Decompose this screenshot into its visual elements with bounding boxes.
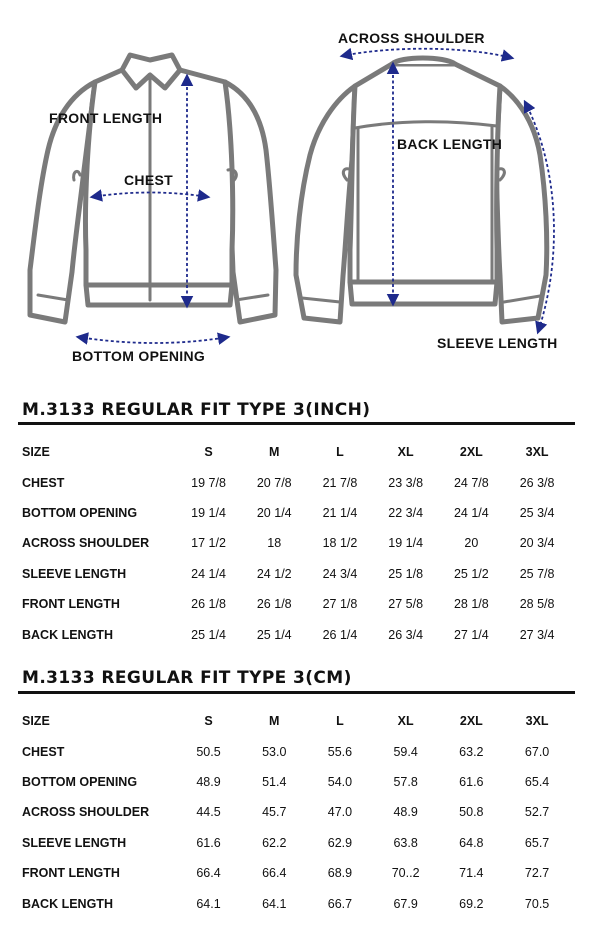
table-cell: 24 1/2 — [256, 566, 292, 581]
row-label: SLEEVE LENGTH — [22, 835, 127, 850]
table-cell: 66.4 — [262, 866, 287, 881]
front-jacket-illustration — [30, 55, 276, 322]
table-cell: 21 1/4 — [322, 505, 358, 520]
row-label: ACROSS SHOULDER — [22, 536, 150, 551]
row-label: ACROSS SHOULDER — [22, 805, 150, 820]
table-row — [22, 589, 570, 619]
table-row — [22, 828, 570, 858]
chest-label: CHEST — [124, 172, 173, 188]
table-cell: 63.8 — [393, 835, 418, 850]
table-cell: 27 3/4 — [519, 627, 555, 642]
table-cell: 25 1/2 — [453, 566, 489, 581]
bottom-opening-arrow — [78, 337, 228, 343]
table-cell: 66.7 — [327, 896, 353, 911]
table-cell: 22 3/4 — [388, 505, 424, 520]
front-length-label: FRONT LENGTH — [49, 110, 163, 126]
table-row — [22, 467, 570, 497]
table-cell: 24 1/4 — [191, 566, 226, 581]
table-cell: 18 1/2 — [322, 536, 358, 551]
table-cell: 19 7/8 — [191, 475, 226, 490]
table-row — [22, 888, 570, 918]
table-cell: 20 1/4 — [256, 505, 292, 520]
inch-size-table — [22, 437, 570, 650]
jacket-measurement-diagram — [0, 0, 595, 370]
table-cell: 27 1/4 — [453, 627, 489, 642]
table-cell: 26 1/8 — [256, 597, 292, 612]
row-label: FRONT LENGTH — [22, 866, 120, 881]
row-label: BOTTOM OPENING — [22, 774, 138, 789]
table-cell: 48.9 — [196, 774, 221, 789]
table-cell: 65.4 — [524, 774, 550, 789]
table-cell: 64.8 — [459, 835, 484, 850]
table-row — [22, 559, 570, 589]
table-cell: 20 — [464, 536, 479, 551]
table-cell: 44.5 — [196, 805, 221, 820]
table-cell: 59.4 — [393, 744, 418, 759]
size-header-cell: S — [204, 445, 213, 460]
table-header-row — [22, 706, 570, 736]
table-row — [22, 767, 570, 797]
table-cell: 64.1 — [262, 896, 287, 911]
row-label: CHEST — [22, 744, 65, 759]
table-cell: 25 1/8 — [388, 566, 424, 581]
table-cell: 23 3/8 — [388, 475, 424, 490]
row-label: BACK LENGTH — [22, 896, 113, 911]
table-cell: 26 3/4 — [388, 627, 424, 642]
table-cell: 72.7 — [524, 866, 550, 881]
across-shoulder-label: ACROSS SHOULDER — [338, 30, 485, 46]
table-cell: 64.1 — [196, 896, 221, 911]
size-header-cell: M — [269, 445, 280, 460]
size-header-label: SIZE — [22, 714, 50, 729]
size-header-label: SIZE — [22, 445, 50, 460]
back-length-label: BACK LENGTH — [397, 136, 503, 152]
table-header-row — [22, 437, 570, 467]
size-header-cell: S — [204, 714, 213, 729]
table-cell: 26 1/4 — [322, 627, 358, 642]
table-cell: 66.4 — [196, 866, 221, 881]
table-cell: 62.9 — [327, 835, 353, 850]
table-cell: 53.0 — [262, 744, 287, 759]
cm-table-rule — [18, 691, 575, 694]
table-cell: 24 7/8 — [453, 475, 489, 490]
table-cell: 47.0 — [327, 805, 353, 820]
table-cell: 20 7/8 — [256, 475, 292, 490]
table-cell: 67.0 — [524, 744, 550, 759]
table-cell: 54.0 — [327, 774, 353, 789]
size-header-cell: XL — [397, 445, 414, 460]
table-cell: 70..2 — [391, 866, 420, 881]
table-cell: 19 1/4 — [191, 505, 226, 520]
table-cell: 19 1/4 — [388, 536, 424, 551]
table-cell: 27 1/8 — [322, 597, 358, 612]
table-cell: 24 1/4 — [453, 505, 489, 520]
table-cell: 20 3/4 — [519, 536, 555, 551]
table-cell: 61.6 — [459, 774, 484, 789]
table-cell: 65.7 — [524, 835, 550, 850]
size-header-cell: L — [336, 714, 344, 729]
table-cell: 45.7 — [262, 805, 287, 820]
table-row — [22, 528, 570, 558]
table-cell: 71.4 — [459, 866, 484, 881]
size-header-cell: 3XL — [525, 445, 549, 460]
table-cell: 28 5/8 — [519, 597, 555, 612]
table-cell: 27 5/8 — [388, 597, 424, 612]
row-label: CHEST — [22, 475, 65, 490]
table-cell: 26 1/8 — [191, 597, 226, 612]
table-cell: 25 7/8 — [519, 566, 555, 581]
table-cell: 28 1/8 — [453, 597, 489, 612]
table-row — [22, 797, 570, 827]
table-cell: 50.8 — [459, 805, 484, 820]
cm-table-title: M.3133 REGULAR FIT TYPE 3(CM) — [22, 668, 352, 688]
table-cell: 50.5 — [196, 744, 221, 759]
table-cell: 25 1/4 — [256, 627, 292, 642]
table-cell: 67.9 — [393, 896, 418, 911]
table-cell: 63.2 — [459, 744, 484, 759]
inch-table-title: M.3133 REGULAR FIT TYPE 3(INCH) — [22, 400, 371, 420]
size-header-cell: XL — [397, 714, 414, 729]
sleeve-length-label: SLEEVE LENGTH — [437, 335, 558, 351]
inch-table-rule — [18, 422, 575, 425]
table-cell: 57.8 — [393, 774, 418, 789]
table-cell: 62.2 — [262, 835, 287, 850]
table-cell: 25 1/4 — [191, 627, 226, 642]
table-cell: 48.9 — [393, 805, 418, 820]
table-cell: 70.5 — [524, 896, 550, 911]
size-header-cell: L — [336, 445, 344, 460]
table-cell: 24 3/4 — [322, 566, 358, 581]
row-label: BACK LENGTH — [22, 627, 113, 642]
table-cell: 21 7/8 — [322, 475, 358, 490]
table-cell: 55.6 — [327, 744, 353, 759]
row-label: FRONT LENGTH — [22, 597, 120, 612]
table-cell: 26 3/8 — [519, 475, 555, 490]
cm-size-table — [22, 706, 570, 919]
row-label: BOTTOM OPENING — [22, 505, 138, 520]
table-row — [22, 858, 570, 888]
table-cell: 68.9 — [327, 866, 353, 881]
back-jacket-illustration — [296, 58, 547, 322]
bottom-opening-label: BOTTOM OPENING — [72, 348, 206, 364]
table-cell: 69.2 — [459, 896, 484, 911]
size-header-cell: M — [269, 714, 280, 729]
size-header-cell: 3XL — [525, 714, 549, 729]
table-cell: 51.4 — [262, 774, 287, 789]
row-label: SLEEVE LENGTH — [22, 566, 127, 581]
table-cell: 52.7 — [524, 805, 550, 820]
table-row — [22, 619, 570, 649]
table-cell: 25 3/4 — [519, 505, 555, 520]
table-cell: 61.6 — [196, 835, 221, 850]
size-header-cell: 2XL — [459, 714, 483, 729]
table-row — [22, 498, 570, 528]
table-cell: 18 — [267, 536, 282, 551]
table-cell: 17 1/2 — [191, 536, 226, 551]
size-header-cell: 2XL — [459, 445, 483, 460]
table-row — [22, 736, 570, 766]
